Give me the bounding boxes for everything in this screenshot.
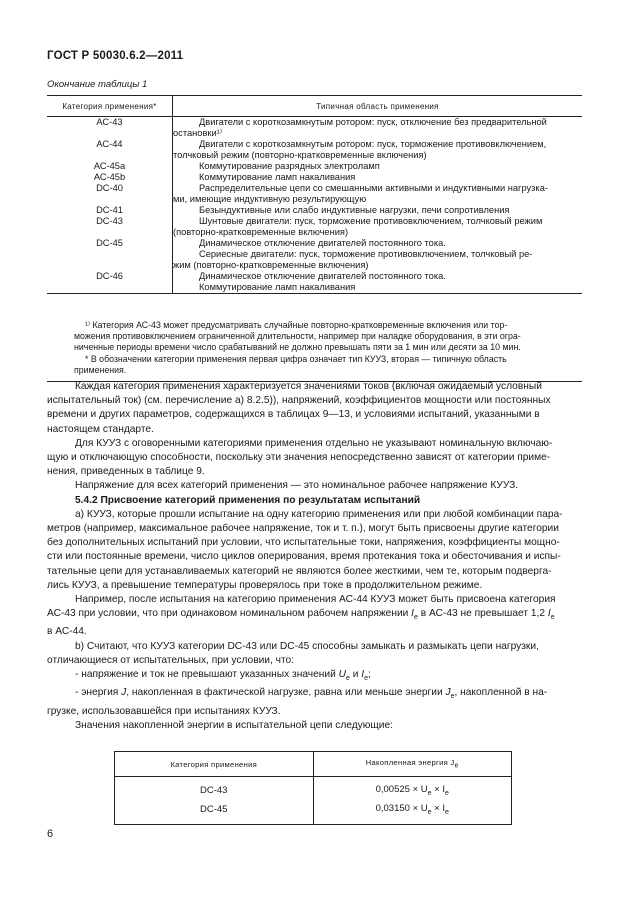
paragraph-line: лись КУУЗ, а превышение температуры проверялось при токе в продолжительном режиме. xyxy=(47,579,483,591)
paragraph-line: Напряжение для всех категорий применения — это номинальное рабочее напряжение КУУЗ. xyxy=(75,480,519,492)
paragraph-line: времени и других параметров, содержащихся в таблицах 9—13, и условиями испытаний, указанными в xyxy=(47,409,540,421)
paragraph-line: АС-43 при условии, что при одинаковом номинальном рабочем напряжении $I_e$ в АС-43 не превышает 1,2 $I_e$ xyxy=(47,608,555,622)
col-header-category: Категория применения xyxy=(115,752,314,777)
category-cell xyxy=(47,260,172,271)
category-cell xyxy=(47,150,172,161)
list-item: - энергия J, накопленная в фактической нагрузке, равна или меньше энергии $J_e$, накопленной в на- xyxy=(75,687,548,701)
paragraph-line: метров (например, максимальное рабочее напряжение, ток и т. п.), могут быть присвоены другие категории xyxy=(47,523,559,535)
table-notes xyxy=(47,320,582,382)
col-header-category: Категория применения* xyxy=(47,96,173,117)
application-line: Двигатели с короткозамкнутым ротором: пуск, торможение противовключением, xyxy=(199,139,547,149)
category-cell xyxy=(47,282,172,293)
note-line: ниченные периоды времени число срабатываний не должно превышать пяти за 1 мин или десяти за 10 мин. xyxy=(74,342,521,353)
application-line: Коммутирование ламп накаливания xyxy=(199,282,356,292)
category-cell xyxy=(47,227,172,238)
energy-category-cell: DC-45 xyxy=(115,800,314,825)
category-cell: АС-45а xyxy=(93,161,126,171)
paragraph-line: отличающиеся от испытательных, при условии, что: xyxy=(47,654,295,666)
application-line: остановки¹⁾ xyxy=(173,128,223,138)
table-continuation-caption: Окончание таблицы 1 xyxy=(47,79,148,90)
paragraph-line: сти или постоянные времени, число циклов оперирования, время протекания тока и обесточивания и испы- xyxy=(47,551,561,563)
paragraph-line: настоящем стандарте. xyxy=(47,423,154,435)
category-cell xyxy=(47,128,172,139)
category-cell xyxy=(47,249,172,260)
application-line: Коммутирование ламп накаливания xyxy=(199,172,356,182)
application-line: Двигатели с короткозамкнутым ротором: пуск, отключение без предварительной xyxy=(199,117,547,127)
paragraph-line: тательные цепи для устанавливаемых категорий не являются более жесткими, чем те, которым подверга- xyxy=(47,565,552,577)
paragraph-line: в АС-44. xyxy=(47,626,87,638)
category-cell: DC-46 xyxy=(96,271,123,281)
application-line: Динамическое отключение двигателей постоянного тока. xyxy=(199,271,446,281)
col-header-application: Типичная область применения xyxy=(173,96,583,117)
page-number: 6 xyxy=(47,828,54,840)
energy-category-cell: DC-43 xyxy=(115,777,314,801)
paragraph-line: Каждая категория применения характеризуется значениями токов (включая ожидаемый условный xyxy=(75,381,542,392)
category-cell xyxy=(47,194,172,205)
standard-designation: ГОСТ Р 50030.6.2—2011 xyxy=(47,50,184,62)
paragraph-line: b) Считают, что КУУЗ категории DC-43 или DC-45 способны замыкать и размыкать цепи нагрузки, xyxy=(75,640,539,652)
category-cell: АС-45b xyxy=(93,172,126,182)
application-line: Безындуктивные или слабо индуктивные нагрузки, печи сопротивления xyxy=(199,205,510,215)
stored-energy-table xyxy=(114,751,512,825)
application-line: Распределительные цепи со смешанными активными и индуктивными нагрузка- xyxy=(199,183,548,193)
paragraph-line: нения, приведенных в таблице 9. xyxy=(47,466,205,478)
applications-table xyxy=(47,95,582,294)
application-line: толчковый режим (повторно-кратковременные включения) xyxy=(173,150,427,160)
note-line: применения. xyxy=(74,364,127,375)
paragraph-line: Для КУУЗ с оговоренными категориями применения отдельно не указывают номинальную включаю- xyxy=(75,437,553,449)
application-line: жим (повторно-кратковременные включения) xyxy=(173,260,369,270)
note-line: * В обозначении категории применения первая цифра означает тип КУУЗ, вторая — типичную область xyxy=(85,353,507,364)
energy-value-cell: $0,00525 \times U_e \times I_e$ xyxy=(313,777,512,801)
section-heading: 5.4.2 Присвоение категорий применения по результатам испытаний xyxy=(75,494,421,506)
note-line: ¹⁾ Категория АС-43 может предусматривать случайные повторно-кратковременные включения или тор- xyxy=(85,320,508,330)
paragraph-line: щую и отключающую способности, поскольку эти значения непосредственно зависят от категории приме- xyxy=(47,452,551,464)
paragraph-line: грузке, использовавшейся при испытаниях КУУЗ. xyxy=(47,705,281,717)
application-line: (повторно-кратковременные включения) xyxy=(173,227,349,237)
application-line: Сериесные двигатели: пуск, торможение противовключением, толчковый ре- xyxy=(199,249,533,259)
paragraph-line: без дополнительных испытаний при условии, что испытательные токи, напряжения, коэффициенты мощно- xyxy=(47,537,560,549)
application-line: Коммутирование разрядных электроламп xyxy=(199,161,380,171)
energy-value-cell: $0,03150 \times U_e \times I_e$ xyxy=(313,800,512,825)
category-cell: DC-41 xyxy=(96,205,123,215)
paragraph-line: Например, после испытания на категорию применения АС-44 КУУЗ может быть присвоена категория xyxy=(75,594,556,606)
application-column xyxy=(173,117,583,294)
note-line: можения противовключением ограниченной длительности, например при наладке оборудования, в эти огра- xyxy=(74,331,521,342)
application-line: Динамическое отключение двигателей постоянного тока. xyxy=(199,238,446,248)
paragraph-line: Значения накопленной энергии в испытательной цепи следующие: xyxy=(75,719,393,731)
category-column xyxy=(47,117,173,294)
category-cell: АС-43 xyxy=(96,117,123,127)
body-text xyxy=(47,380,582,733)
category-cell: DC-40 xyxy=(96,183,123,193)
application-line: Шунтовые двигатели: пуск, торможение противовключением, толчковый режим xyxy=(199,216,543,226)
list-item: - напряжение и ток не превышают указанных значений $U_e$ и $I_e$; xyxy=(75,669,371,683)
application-line: ми, имеющие индуктивную результирующую xyxy=(173,194,367,204)
paragraph-line: а) КУУЗ, которые прошли испытание на одну категорию применения или при любой комбинации пара- xyxy=(75,508,563,520)
category-cell: DC-43 xyxy=(96,216,123,226)
paragraph-line: испытательный ток) (см. перечисление а) 8.2.5)), напряжений, коэффициентов мощности или постоянных xyxy=(47,395,551,407)
category-cell: АС-44 xyxy=(96,139,123,149)
col-header-energy: Накопленная энергия $J_e$ xyxy=(313,752,512,777)
category-cell: DC-45 xyxy=(96,238,123,248)
